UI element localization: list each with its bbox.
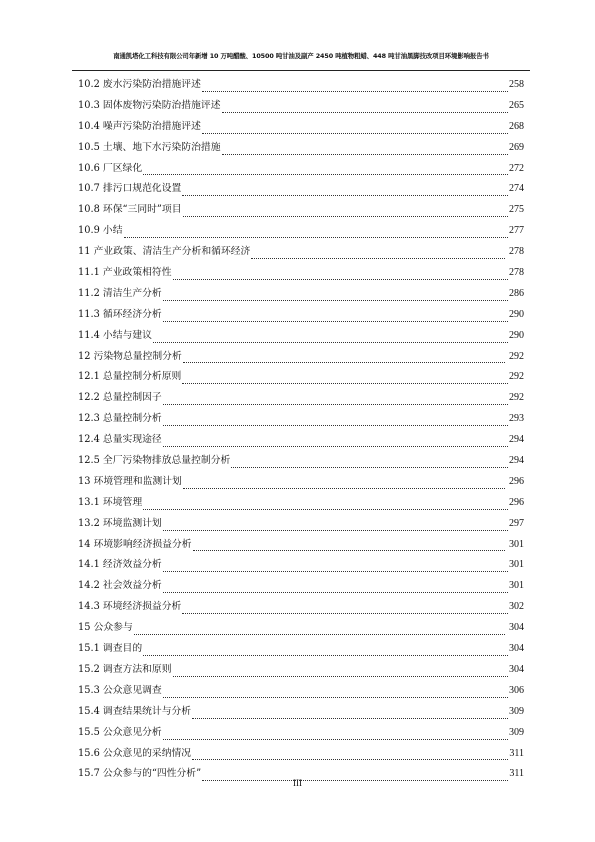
dot-leader <box>134 634 505 635</box>
toc-entry-label: 11.3 循环经济分析 <box>78 308 162 320</box>
toc-entry-page: 302 <box>509 601 524 613</box>
dot-leader <box>124 237 508 238</box>
toc-entry[interactable] <box>78 327 524 348</box>
dot-leader <box>183 488 505 489</box>
dot-leader <box>163 446 508 447</box>
toc-entry-page: 311 <box>509 747 524 759</box>
toc-entry[interactable] <box>78 598 524 619</box>
dot-leader <box>163 697 508 698</box>
toc-entry[interactable] <box>78 494 524 515</box>
toc-entry-label: 15.7 公众参与的“四性分析” <box>78 768 202 780</box>
toc-entry[interactable] <box>78 139 524 160</box>
toc-entry-page: 309 <box>509 705 524 717</box>
toc-entry-label: 11.1 产业政策相符性 <box>78 267 172 279</box>
toc-entry[interactable] <box>78 118 524 139</box>
toc-entry-page: 311 <box>509 768 524 780</box>
toc-entry[interactable] <box>78 389 524 410</box>
toc-entry-page: 293 <box>509 413 524 425</box>
toc-entry-page: 296 <box>509 475 524 487</box>
toc-entry[interactable] <box>78 222 524 243</box>
toc-entry[interactable] <box>78 264 524 285</box>
toc-entry-page: 306 <box>509 684 524 696</box>
dot-leader <box>183 362 505 363</box>
dot-leader <box>182 613 508 614</box>
toc-entry-label: 14 环境影响经济损益分析 <box>78 538 192 550</box>
toc-entry-page: 297 <box>509 517 524 529</box>
toc-entry-label: 12.2 总量控制因子 <box>78 392 162 404</box>
toc-entry[interactable] <box>78 661 524 682</box>
toc-entry-label: 12.3 总量控制分析 <box>78 413 162 425</box>
toc-entry-label: 11.4 小结与建议 <box>78 329 152 341</box>
toc-entry-page: 296 <box>509 496 524 508</box>
dot-leader <box>143 655 508 656</box>
running-header: 南通凯塔化工科技有限公司年新增 10 万吨醋酸、10500 吨甘油及副产 2450 吨植物粗蜡、448 吨甘油黑脚技改项目环境影响报告书 <box>113 52 489 60</box>
toc-entry-page: 272 <box>509 162 524 174</box>
toc-entry-label: 12.4 总量实现途径 <box>78 434 162 446</box>
toc-entry-label: 10.7 排污口规范化设置 <box>78 183 182 195</box>
toc-entry-page: 292 <box>509 392 524 404</box>
toc-chapter-entry[interactable] <box>78 473 524 494</box>
toc-entry-page: 309 <box>509 726 524 738</box>
toc-entry-page: 275 <box>509 204 524 216</box>
toc-entry[interactable] <box>78 640 524 661</box>
toc-entry-label: 15.6 公众意见的采纳情况 <box>78 747 192 759</box>
toc-entry-page: 277 <box>509 225 524 237</box>
toc-entry-label: 10.9 小结 <box>78 225 123 237</box>
toc-entry-page: 301 <box>509 559 524 571</box>
toc-entry[interactable] <box>78 703 524 724</box>
toc-entry[interactable] <box>78 452 524 473</box>
toc-entry[interactable] <box>78 515 524 536</box>
toc-entry-page: 304 <box>509 643 524 655</box>
toc-entry[interactable] <box>78 745 524 766</box>
toc-entry[interactable] <box>78 160 524 181</box>
toc-entry-label: 11.2 清洁生产分析 <box>78 287 162 299</box>
toc-entry-page: 292 <box>509 350 524 362</box>
toc-entry-label: 12.1 总量控制分析原则 <box>78 371 182 383</box>
toc-entry-page: 304 <box>509 622 524 634</box>
dot-leader <box>173 279 508 280</box>
toc-entry-label: 15.1 调查目的 <box>78 643 143 655</box>
dot-leader <box>183 216 508 217</box>
toc-entry[interactable] <box>78 410 524 431</box>
toc-entry-label: 15.5 公众意见分析 <box>78 726 162 738</box>
toc-entry-label: 15 公众参与 <box>78 622 133 634</box>
toc-entry-label: 10.6 厂区绿化 <box>78 162 143 174</box>
dot-leader <box>163 404 508 405</box>
toc-chapter-entry[interactable] <box>78 619 524 640</box>
toc-entry-label: 13.2 环境监测计划 <box>78 517 162 529</box>
toc-entry[interactable] <box>78 76 524 97</box>
toc-entry-page: 301 <box>509 580 524 592</box>
dot-leader <box>193 550 505 551</box>
toc-entry-page: 292 <box>509 371 524 383</box>
dot-leader <box>163 300 508 301</box>
dot-leader <box>143 174 508 175</box>
toc-entry-page: 301 <box>509 538 524 550</box>
header-rule <box>72 70 530 71</box>
toc-entry[interactable] <box>78 431 524 452</box>
toc-entry[interactable] <box>78 97 524 118</box>
toc-entry-page: 278 <box>509 267 524 279</box>
table-of-contents <box>78 76 524 786</box>
dot-leader <box>192 718 508 719</box>
toc-entry[interactable] <box>78 577 524 598</box>
toc-chapter-entry[interactable] <box>78 536 524 557</box>
dot-leader <box>143 509 508 510</box>
toc-chapter-entry[interactable] <box>78 243 524 264</box>
toc-entry-page: 304 <box>509 663 524 675</box>
toc-entry[interactable] <box>78 368 524 389</box>
toc-entry-page: 290 <box>509 308 524 320</box>
toc-entry[interactable] <box>78 180 524 201</box>
toc-entry[interactable] <box>78 306 524 327</box>
toc-entry-label: 15.4 调查结果统计与分析 <box>78 705 192 717</box>
toc-entry-page: 286 <box>509 287 524 299</box>
page-number: III <box>293 778 302 788</box>
toc-entry-page: 294 <box>509 434 524 446</box>
dot-leader <box>202 133 508 134</box>
dot-leader <box>182 195 508 196</box>
toc-entry-label: 10.2 废水污染防治措施评述 <box>78 79 201 90</box>
toc-entry-label: 11 产业政策、清洁生产分析和循环经济 <box>78 246 251 258</box>
toc-entry-label: 14.3 环境经济损益分析 <box>78 601 182 613</box>
dot-leader <box>222 154 509 155</box>
toc-chapter-entry[interactable] <box>78 348 524 369</box>
dot-leader <box>222 112 509 113</box>
toc-entry-page: 294 <box>509 455 524 467</box>
toc-entry[interactable] <box>78 724 524 745</box>
toc-entry-label: 13.1 环境管理 <box>78 496 143 508</box>
dot-leader <box>173 676 508 677</box>
toc-entry-label: 10.3 固体废物污染防治措施评述 <box>78 99 221 111</box>
dot-leader <box>163 321 508 322</box>
toc-entry-label: 14.2 社会效益分析 <box>78 580 162 592</box>
dot-leader <box>202 91 508 92</box>
toc-entry-label: 12 污染物总量控制分析 <box>78 350 182 362</box>
dot-leader <box>182 383 508 384</box>
toc-entry-label: 15.2 调查方法和原则 <box>78 663 172 675</box>
toc-entry[interactable] <box>78 201 524 222</box>
toc-entry-label: 14.1 经济效益分析 <box>78 559 162 571</box>
toc-entry-page: 268 <box>509 120 524 132</box>
toc-entry-label: 10.4 噪声污染防治措施评述 <box>78 120 201 132</box>
dot-leader <box>251 258 505 259</box>
toc-entry[interactable] <box>78 285 524 306</box>
toc-entry-page: 278 <box>509 246 524 258</box>
dot-leader <box>163 571 508 572</box>
dot-leader <box>153 342 508 343</box>
dot-leader <box>231 467 508 468</box>
toc-entry-label: 12.5 全厂污染物排放总量控制分析 <box>78 455 231 467</box>
toc-entry-label: 10.5 土壤、地下水污染防治措施 <box>78 141 221 153</box>
toc-entry-page: 290 <box>509 329 524 341</box>
toc-entry-label: 15.3 公众意见调查 <box>78 684 162 696</box>
dot-leader <box>192 759 508 760</box>
toc-entry[interactable] <box>78 556 524 577</box>
toc-entry[interactable] <box>78 682 524 703</box>
toc-entry-page: 274 <box>509 183 524 195</box>
toc-entry-label: 13 环境管理和监测计划 <box>78 475 182 487</box>
toc-entry-page: 269 <box>509 141 524 153</box>
dot-leader <box>163 530 508 531</box>
dot-leader <box>163 739 508 740</box>
dot-leader <box>163 425 508 426</box>
dot-leader <box>163 592 508 593</box>
toc-entry-page: 265 <box>509 99 524 111</box>
toc-entry-label: 10.8 环保“三同时”项目 <box>78 204 182 216</box>
toc-entry-page: 258 <box>509 79 524 90</box>
